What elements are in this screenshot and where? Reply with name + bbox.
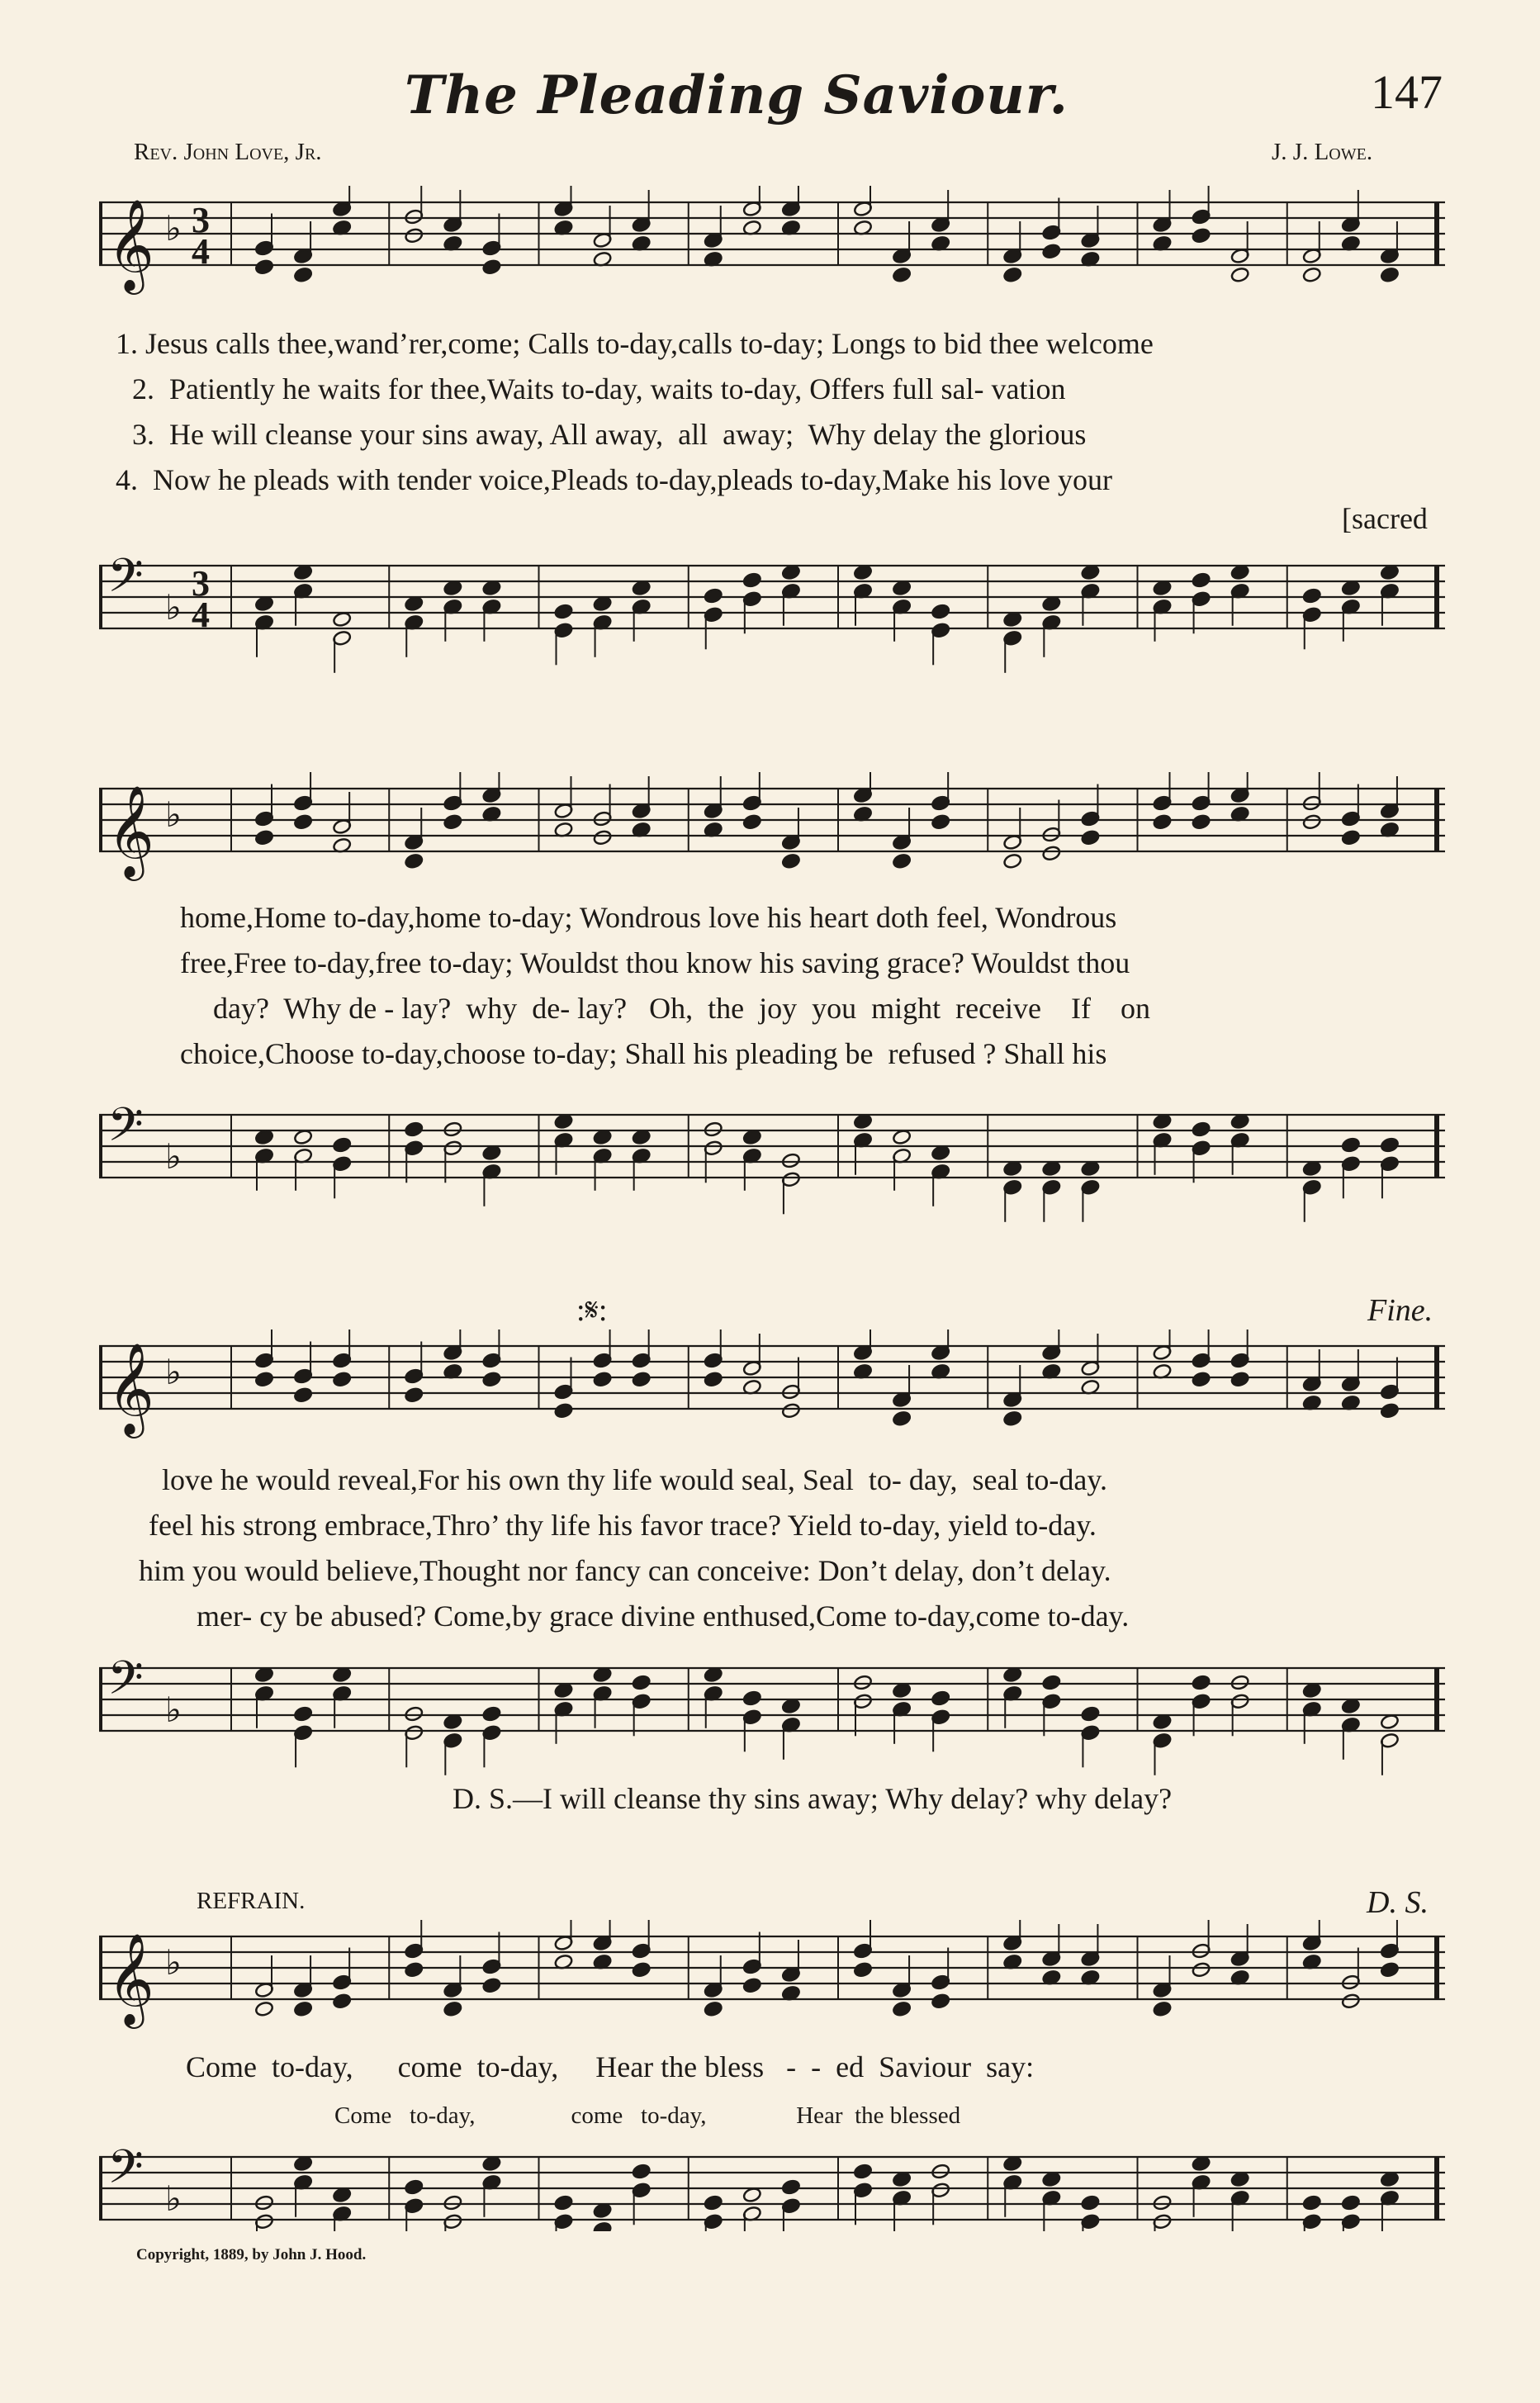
ds-instruction-line: D. S.—I will cleanse thy sins away; Why delay? why delay?	[453, 1782, 1173, 1815]
lyricist-credit: Rev. John Love, Jr.	[134, 139, 322, 165]
segno-sign: :𝄋:	[576, 1293, 608, 1328]
refrain-lyric: Come to-day, come to-day, Hear the bless - - ed Saviour say:	[186, 2050, 1035, 2083]
svg-text:♭: ♭	[165, 1352, 182, 1392]
bass-staff-system-3	[99, 1652, 1453, 1775]
treble-staff-refrain	[99, 1920, 1453, 2044]
treble-staff-system-2	[99, 772, 1453, 896]
svg-text:4: 4	[192, 231, 210, 272]
treble-staff-system-3	[99, 1329, 1453, 1453]
svg-text:♭: ♭	[165, 794, 182, 835]
verse-line-1-3: 3. He will cleanse your sins away, All away, all away; Why delay the glorious	[132, 418, 1087, 451]
bass-staff-system-2	[99, 1098, 1453, 1222]
verse-line-3-4: mer- cy be abused? Come,by grace divine enthused,Come to-day,come to-day.	[197, 1600, 1130, 1633]
verse-line-2-4: choice,Choose to-day,choose to-day; Shall his pleading be refused ? Shall his	[180, 1037, 1107, 1070]
verse-overflow: [sacred	[1342, 502, 1428, 535]
svg-text:4: 4	[192, 595, 210, 635]
verse-line-1-2: 2. Patiently he waits for thee,Waits to-day, waits to-day, Offers full sal- vation	[132, 372, 1066, 405]
svg-text:𝄢: 𝄢	[107, 1652, 144, 1717]
svg-text:𝄢: 𝄢	[107, 1098, 144, 1164]
svg-text:𝄞: 𝄞	[107, 198, 154, 291]
svg-text:𝄞: 𝄞	[107, 784, 154, 877]
svg-text:♭: ♭	[165, 2178, 182, 2219]
svg-text:♭: ♭	[165, 587, 182, 628]
verse-line-3-2: feel his strong embrace,Thro’ thy life his favor trace? Yield to-day, yield to-day.	[149, 1509, 1097, 1542]
verse-line-2-3: day? Why de - lay? why de- lay? Oh, the joy you might receive If on	[213, 992, 1151, 1025]
svg-text:𝄞: 𝄞	[107, 1932, 154, 2025]
refrain-bass-lyric: Come to-day, come to-day, Hear the blessed	[334, 2102, 961, 2129]
svg-text:𝄞: 𝄞	[107, 1342, 154, 1434]
svg-text:♭: ♭	[165, 1942, 182, 1983]
verse-line-1-1: 1. Jesus calls thee,wand’rer,come; Calls to-day,calls to-day; Longs to bid thee welcome	[116, 327, 1154, 360]
ds-marking: D. S.	[1367, 1885, 1429, 1920]
refrain-label: REFRAIN.	[197, 1888, 306, 1914]
svg-text:𝄢: 𝄢	[107, 2140, 144, 2206]
hymn-title: The Pleading Saviour.	[405, 64, 1069, 126]
bass-staff-refrain	[99, 2140, 1453, 2231]
svg-text:♭: ♭	[165, 1690, 182, 1730]
treble-staff-system-1	[99, 186, 1453, 310]
verse-line-2-2: free,Free to-day,free to-day; Wouldst thou know his saving grace? Wouldst thou	[180, 946, 1130, 979]
composer-credit: J. J. Lowe.	[1272, 139, 1373, 165]
verse-line-2-1: home,Home to-day,home to-day; Wondrous love his heart doth feel, Wondrous	[180, 901, 1117, 934]
svg-text:♭: ♭	[165, 208, 182, 249]
svg-text:3: 3	[192, 563, 210, 604]
svg-text:♭: ♭	[165, 1136, 182, 1177]
bass-staff-system-1	[99, 549, 1453, 673]
verse-line-3-1: love he would reveal,For his own thy life would seal, Seal to- day, seal to-day.	[162, 1463, 1108, 1496]
copyright-notice: Copyright, 1889, by John J. Hood.	[136, 2246, 367, 2263]
fine-marking: Fine.	[1367, 1293, 1433, 1328]
verse-line-3-3: him you would believe,Thought nor fancy can conceive: Don’t delay, don’t delay.	[139, 1554, 1111, 1587]
page-number: 147	[1371, 65, 1443, 119]
svg-text:𝄢: 𝄢	[107, 549, 144, 614]
svg-text:3: 3	[192, 200, 210, 240]
verse-line-1-4: 4. Now he pleads with tender voice,Pleads to-day,pleads to-day,Make his love your	[116, 463, 1113, 496]
